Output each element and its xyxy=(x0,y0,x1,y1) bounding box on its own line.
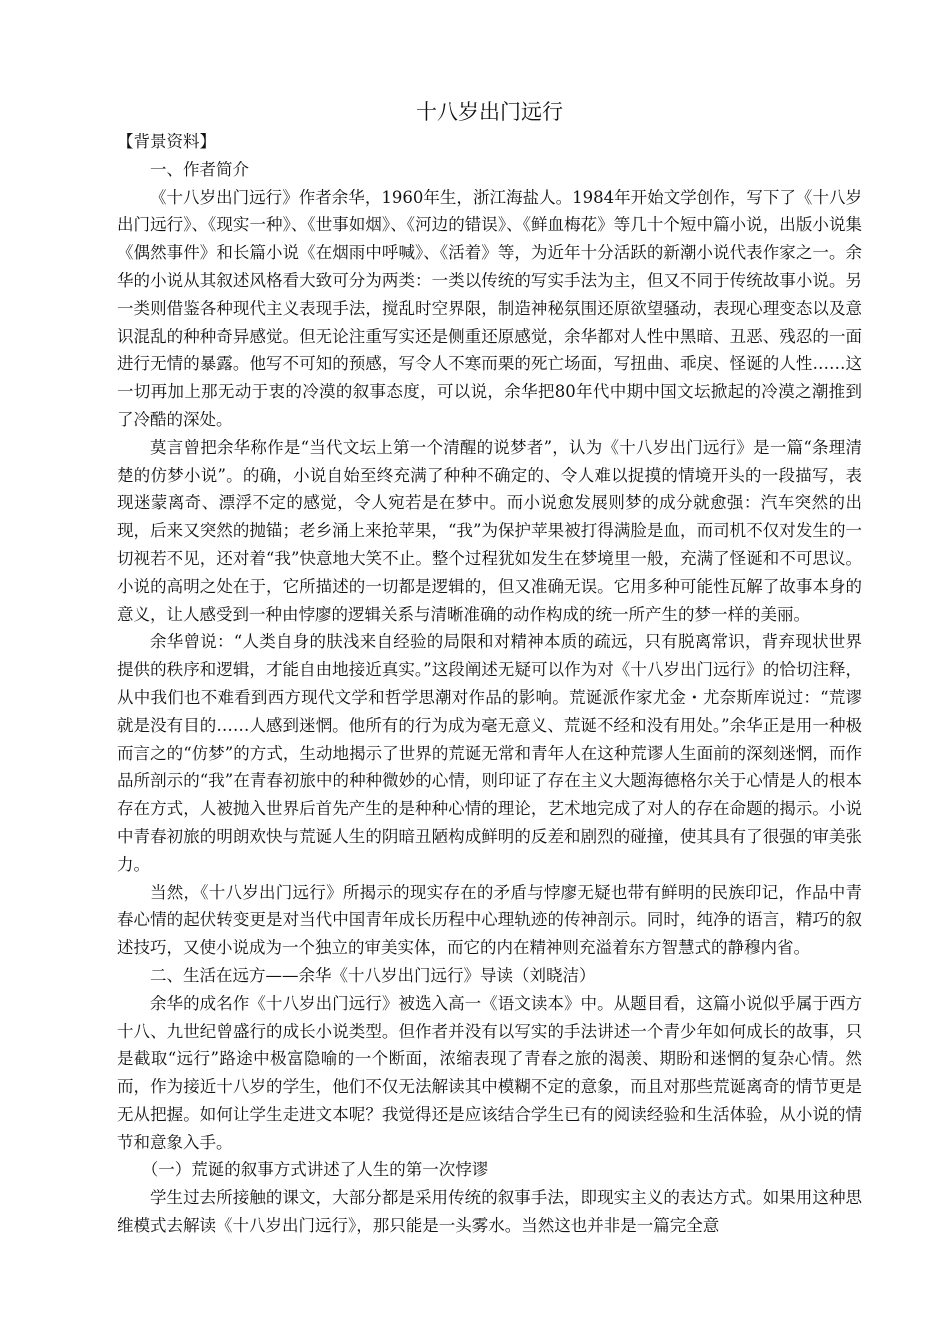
paragraph-1: 《十八岁出门远行》作者余华，1960年生，浙江海盐人。1984年开始文学创作，写下了《十八岁出门远行》、《现实一种》、《世事如烟》、《河边的错误》、《鲜血梅花》等几十个短中篇小说，出版小说集《偶然事件》和长篇小说《在烟雨中呼喊》、《活着》等，为近年十分活跃的新潮小说代表作家之一。余华的小说从其叙述风格看大致可分为两类：一类以传统的写实手法为主，但又不同于传统故事小说。另一类则借鉴各种现代主义表现手法，搅乱时空界限，制造神秘氛围还原欲望骚动，表现心理变态以及意识混乱的种种奇异感觉。但无论注重写实还是侧重还原感觉，余华都对人性中黑暗、丑恶、残忍的一面进行无情的暴露。他写不可知的预感，写令人不寒而栗的死亡场面，写扭曲、乖戾、怪诞的人性……这一切再加上那无动于衷的冷漠的叙事态度，可以说，余华把80年代中期中国文坛掀起的冷漠之潮推到了冷酷的深处。 xyxy=(117,187,862,429)
section-label: 【背景资料】 xyxy=(117,132,216,151)
paragraph-2: 莫言曾把余华称作是“当代文坛上第一个清醒的说梦者”，认为《十八岁出门远行》是一篇“条理清楚的仿梦小说”。的确，小说自始至终充满了种种不确定的、令人难以捉摸的情境开头的一段描写，表现迷蒙离奇、漂浮不定的感觉，令人宛若是在梦中。而小说愈发展则梦的成分就愈强：汽车突然的出现，后来又突然的抛锚；老乡涌上来抢苹果，“我”为保护苹果被打得满脸是血，而司机不仅对发生的一切视若不见，还对着“我”快意地大笑不止。整个过程犹如发生在梦境里一般，充满了怪诞和不可思议。小说的高明之处在于，它所描述的一切都是逻辑的，但又准确无误。它用多种可能性瓦解了故事本身的意义，让人感受到一种由悖廖的逻辑关系与清晰准确的动作构成的统一所产生的梦一样的美丽。 xyxy=(117,437,862,624)
heading-reading-guide: 二、生活在远方——余华《十八岁出门远行》导读（刘晓洁） xyxy=(150,965,596,985)
paragraph-3: 余华曾说：“人类自身的肤浅来自经验的局限和对精神本质的疏远，只有脱离常识，背弃现状世界提供的秩序和逻辑，才能自由地接近真实。”这段阐述无疑可以作为对《十八岁出门远行》的恰切注释，从中我们也不难看到西方现代文学和哲学思潮对作品的影响。荒诞派作家尤金・尤奈斯库说过：“荒谬就是没有目的……人感到迷惘。他所有的行为成为毫无意义、荒诞不经和没有用处。”余华正是用一种极而言之的“仿梦”的方式，生动地揭示了世界的荒诞无常和青年人在这种荒谬人生面前的深刻迷惘，而作品所剖示的“我”在青春初旅中的种种微妙的心情，则印证了存在主义大题海德格尔关于心情是人的根本存在方式，人被抛入世界后首先产生的是种种心情的理论，艺术地完成了对人的存在命题的揭示。小说中青春初旅的明朗欢快与荒诞人生的阴暗丑陋构成鲜明的反差和剧烈的碰撞，使其具有了很强的审美张力。 xyxy=(117,632,862,874)
paragraph-5: 余华的成名作《十八岁出门远行》被选入高一《语文读本》中。从题目看，这篇小说似乎属于西方十八、九世纪曾盛行的成长小说类型。但作者并没有以写实的手法讲述一个青少年如何成长的故事，只是截取“远行”路途中极富隐喻的一个断面，浓缩表现了青春之旅的渴羡、期盼和迷惘的复杂心情。然而，作为接近十八岁的学生，他们不仅无法解读其中模糊不定的意象，而且对那些荒诞离奇的情节更是无从把握。如何让学生走进文本呢？我觉得还是应该结合学生已有的阅读经验和生活体验，从小说的情节和意象入手。 xyxy=(117,993,862,1152)
document-title: 十八岁出门远行 xyxy=(416,100,563,124)
paragraph-6: 学生过去所接触的课文，大部分都是采用传统的叙事手法，即现实主义的表达方式。如果用这种思维模式去解读《十八岁出门远行》，那只能是一头雾水。当然这也并非是一篇完全意 xyxy=(117,1188,862,1236)
document-page xyxy=(117,96,862,1240)
paragraph-4: 当然，《十八岁出门远行》所揭示的现实存在的矛盾与悖廖无疑也带有鲜明的民族印记，作品中青春心情的起伏转变更是对当代中国青年成长历程中心理轨迹的传神剖示。同时，纯净的语言，精巧的叙述技巧，又使小说成为一个独立的审美实体，而它的内在精神则充溢着东方智慧式的静穆内省。 xyxy=(117,882,862,958)
heading-subsection-1: （一）荒诞的叙事方式讲述了人生的第一次悖谬 xyxy=(141,1160,489,1180)
heading-author-intro: 一、作者简介 xyxy=(150,159,249,179)
